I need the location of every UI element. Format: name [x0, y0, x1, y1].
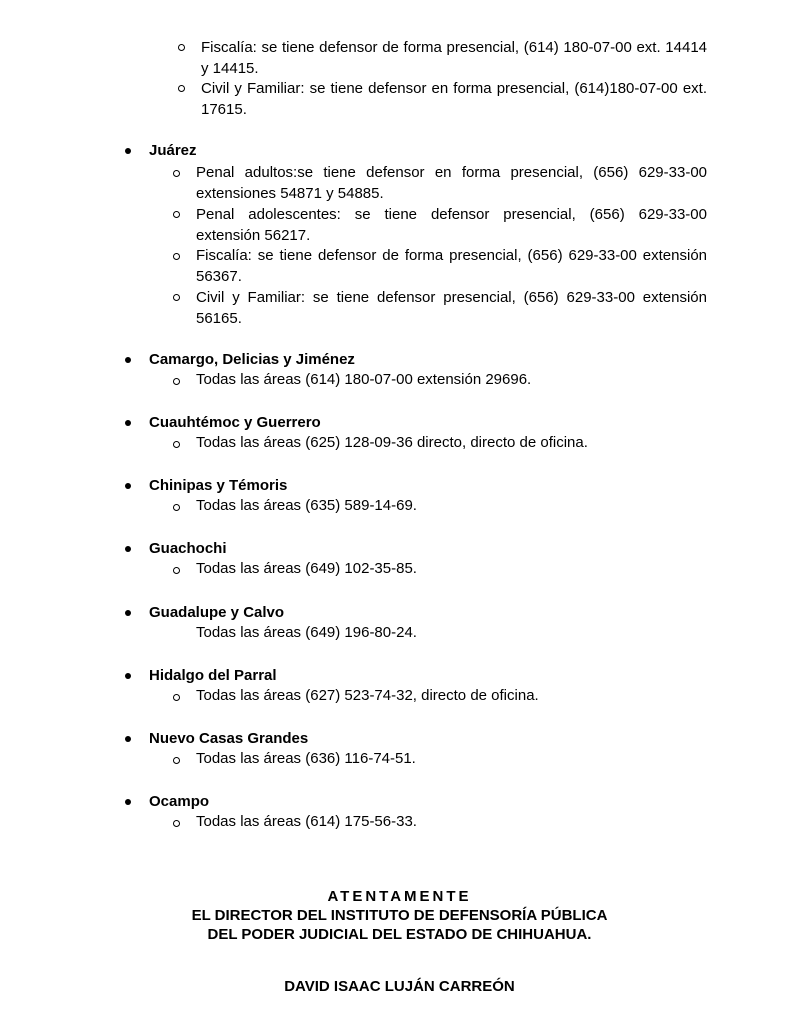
- region-heading: Camargo, Delicias y Jiménez: [149, 351, 355, 368]
- bullet-icon: [125, 546, 131, 552]
- sub-bullet-icon: [173, 294, 180, 301]
- sub-bullet-icon: [173, 170, 180, 177]
- region-detail: Todas las áreas (614) 180-07-00 extensión 29696.: [196, 371, 532, 388]
- sub-bullet-icon: [173, 567, 180, 574]
- juarez-civil-item: [196, 287, 707, 329]
- bullet-icon: [125, 483, 131, 489]
- bullet-icon: [125, 420, 131, 426]
- region-heading: Hidalgo del Parral: [149, 667, 277, 684]
- region-heading: Guadalupe y Calvo: [149, 604, 285, 621]
- sub-bullet-icon: [173, 504, 180, 511]
- sub-bullet-icon: [173, 694, 180, 701]
- bullet-icon: [125, 799, 131, 805]
- sub-bullet-icon: [173, 820, 180, 827]
- region-detail: Todas las áreas (649) 102-35-85.: [196, 560, 417, 577]
- bullet-icon: [125, 736, 131, 742]
- closing-title-line-2: DEL PODER JUDICIAL DEL ESTADO DE CHIHUAHUA.: [207, 926, 592, 943]
- region-heading: Guachochi: [149, 540, 227, 557]
- sub-bullet-icon: [178, 44, 185, 51]
- sub-bullet-icon: [173, 441, 180, 448]
- civil-chihuahua-item: [201, 78, 707, 120]
- juarez-penal-adultos-text: Penal adultos:se tiene defensor en forma presencial, (656) 629-33-00 extensiones 54871 y 54885.: [196, 164, 707, 202]
- juarez-penal-adolescentes-text: Penal adolescentes: se tiene defensor presencial, (656) 629-33-00 extensión 56217.: [196, 206, 707, 244]
- juarez-fiscalia-item: [196, 245, 707, 287]
- bullet-icon: [125, 148, 131, 154]
- sub-bullet-icon: [173, 211, 180, 218]
- civil-chihuahua-text: Civil y Familiar: se tiene defensor en forma presencial, (614)180-07-00 ext. 17615.: [201, 80, 707, 118]
- region-detail: Todas las áreas (627) 523-74-32, directo de oficina.: [196, 687, 539, 704]
- juarez-penal-adolescentes-item: [196, 204, 707, 246]
- fiscalia-chihuahua-item: [201, 37, 707, 79]
- closing-salutation: ATENTAMENTE: [327, 888, 472, 905]
- region-heading-juarez: Juárez: [149, 142, 197, 159]
- juarez-civil-text: Civil y Familiar: se tiene defensor presencial, (656) 629-33-00 extensión 56165.: [196, 289, 707, 327]
- region-detail: Todas las áreas (614) 175-56-33.: [196, 813, 417, 830]
- closing-title-line-1: EL DIRECTOR DEL INSTITUTO DE DEFENSORÍA PÚBLICA: [191, 907, 608, 924]
- sub-bullet-icon: [173, 253, 180, 260]
- region-detail: Todas las áreas (625) 128-09-36 directo, directo de oficina.: [196, 434, 588, 451]
- bullet-icon: [125, 610, 131, 616]
- fiscalia-chihuahua-text: Fiscalía: se tiene defensor de forma presencial, (614) 180-07-00 ext. 14414 y 14415.: [201, 39, 707, 77]
- region-detail: Todas las áreas (635) 589-14-69.: [196, 497, 417, 514]
- region-detail: Todas las áreas (636) 116-74-51.: [196, 750, 416, 767]
- sub-bullet-icon: [178, 85, 185, 92]
- bullet-icon: [125, 673, 131, 679]
- region-heading: Ocampo: [149, 793, 210, 810]
- bullet-icon: [125, 357, 131, 363]
- signatory-name: DAVID ISAAC LUJÁN CARREÓN: [284, 978, 515, 995]
- sub-bullet-icon: [173, 378, 180, 385]
- sub-bullet-icon: [173, 757, 180, 764]
- region-detail: Todas las áreas (649) 196-80-24.: [196, 624, 417, 641]
- region-heading: Chinipas y Témoris: [149, 477, 288, 494]
- region-heading: Cuauhtémoc y Guerrero: [149, 414, 321, 431]
- region-heading: Nuevo Casas Grandes: [149, 730, 309, 747]
- juarez-penal-adultos-item: [196, 162, 707, 204]
- juarez-fiscalia-text: Fiscalía: se tiene defensor de forma presencial, (656) 629-33-00 extensión 56367.: [196, 247, 707, 285]
